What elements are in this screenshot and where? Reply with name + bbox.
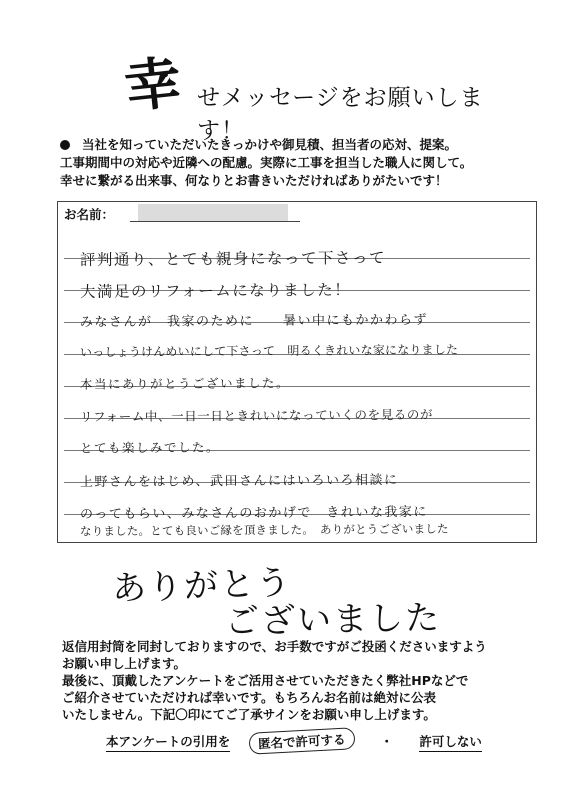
footer-line: 返信用封筒を同封しておりますので、お手数ですがご投函くださいますよう — [62, 639, 487, 654]
thanks-line-1: ありがとう — [111, 562, 293, 610]
intro-line: 幸せに繋がる出来事、何なりとお書きいただければありがたいです！ — [60, 173, 448, 188]
name-redaction — [138, 204, 288, 221]
thanks-line-2: ございました — [224, 598, 442, 642]
handwritten-line: なりました。とても良いご縁を頂きました。 ありがとうございました — [79, 521, 449, 539]
consent-label: 本アンケートの引用を — [106, 732, 230, 752]
handwritten-line: いっしょうけんめいにして下さって 明るくきれいな家になりました — [79, 342, 459, 360]
page-title — [121, 49, 505, 144]
title-text: せメッセージをお願いします！ — [197, 85, 484, 144]
consent-option-anonymous[interactable]: 匿名で許可する — [248, 727, 355, 754]
intro-text — [60, 136, 520, 190]
intro-line: 当社を知っていただいたきっかけや御見積、担当者の応対、提案。 — [60, 136, 520, 154]
handwritten-line: みなさんが 我家のために 暑い中にもかかわらず — [79, 312, 429, 331]
handwritten-line: 上野さんをはじめ、武田さんにはいろいろ相談に — [79, 472, 399, 491]
name-underline — [130, 221, 300, 222]
handwritten-line: 評判通り、とても親身になって下さって — [79, 248, 387, 270]
consent-separator: ・ — [380, 734, 394, 749]
name-row — [58, 202, 536, 224]
handwritten-line: のってもらい、みなさんのおかげで きれいな我家に — [79, 504, 428, 523]
handwritten-line: リフォーム中、一日一日ときれいになっていくのを見るのが — [79, 406, 434, 425]
bullet-icon — [60, 140, 70, 150]
handwritten-line: とても楽しみでした。 — [79, 439, 221, 456]
footer-line: 最後に、頂戴したアンケートをご活用させていただきたく弊社HPなどで — [62, 673, 469, 688]
message-form — [57, 201, 537, 543]
footer-text — [62, 638, 532, 723]
name-label: お名前： — [64, 207, 115, 222]
footer-line: いたしません。下記〇印にてご了承サインをお願い申し上げます。 — [62, 707, 436, 722]
consent-row — [106, 730, 482, 752]
consent-option-deny[interactable]: 許可しない — [419, 732, 482, 752]
footer-line: ご紹介させていただければ幸いです。もちろんお名前は絶対に公表 — [62, 690, 437, 705]
handwritten-line: 本当にありがとうございました。 — [79, 375, 291, 392]
footer-line: お願い申し上げます。 — [62, 656, 187, 671]
title-kanji: 幸 — [121, 49, 185, 121]
handwritten-line: 大満足のリフォームになりました！ — [79, 281, 352, 301]
intro-line: 工事期間中の対応や近隣への配慮。実際に工事を担当した職人に関して。 — [60, 155, 473, 170]
